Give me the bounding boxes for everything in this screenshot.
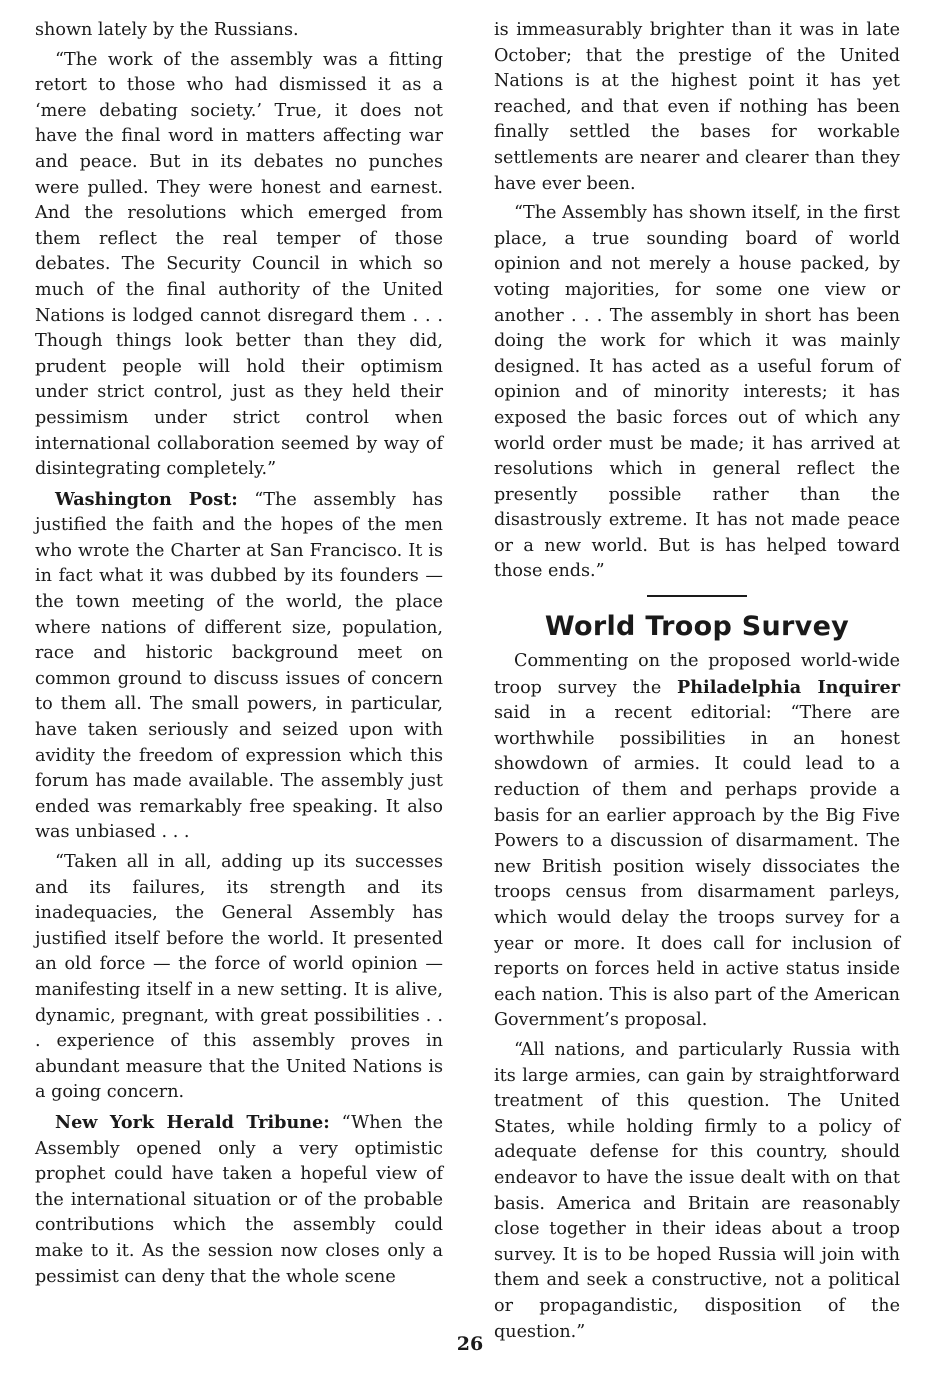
section-divider: [647, 595, 747, 597]
right-column: [494, 18, 900, 1349]
paragraph: “Taken all in all, adding up its successes and its failures, its strength and its inadequacies, the General Assembly has justified itself before the world. It presented an old force — the force of world opinion — manifesting itself in a new setting. It is alive, dynamic, pregnant, with great possibilities . . . experience of this assembly proves in abundant measure that the United Nations is a going concern.: [35, 852, 443, 1103]
paragraph: [35, 487, 443, 846]
left-column: [35, 18, 443, 1294]
paragraph-text: “The assembly has justified the faith and the hopes of the men who wrote the Charter at San Francisco. It is in fact what it was dubbed by its founders — the town meeting of the world, the place where nations of different size, population, race and historic background meet on common ground to discuss issues of concern to them all. The small powers, in particular, have taken seriously and seized upon with avidity the freedom of expression which this forum has made available. The assembly just ended was remarkably free speaking. It also was unbiased . . .: [35, 489, 443, 843]
paragraph-text: Commenting on the proposed world-wide troop survey the: [494, 651, 900, 698]
paragraph-text: said in a recent editorial: “There are worthwhile possibilities in an honest showdown of armies. It could lead to a reduction of them and perhaps provide a basis for an earlier approach by the Big Five Powers to a discussion of disarmament. The new British position wisely dissociates the troops census from disarmament parleys, which would delay the troops survey for a year or more. It does call for inclusion of reports on forces held in active status inside each nation. This is also part of the American Government’s proposal.: [494, 703, 900, 1031]
section-title: World Troop Survey: [544, 611, 850, 643]
source-name: Philadelphia Inquirer: [677, 676, 900, 698]
source-name: New York Herald Tribune:: [55, 1111, 330, 1133]
paragraph: shown lately by the Russians.: [35, 20, 299, 40]
paragraph: “All nations, and particularly Russia with its large armies, can gain by straightforward treatment of this question. The United States, while holding firmly to a policy of adequate defense for this country, should endeavor to have the issue dealt with on that basis. America and Britain are reasonably close together in their ideas about a troop survey. It is to be hoped Russia will join with them and seek a constructive, not a political or propagandistic, disposition of the question.”: [494, 1039, 900, 1342]
paragraph-text: “When the Assembly opened only a very optimistic prophet could have taken a hopeful view of the international situation or of the probable contributions which the assembly could make to it. As the session now closes only a pessimist can deny that the whole scene: [35, 1112, 443, 1287]
paragraph: “The Assembly has shown itself, in the first place, a true sounding board of world opinion and not merely a house packed, by voting majorities, for some one view or another . . . The assembly in short has been doing the work for which it was mainly designed. It has acted as a useful forum of opinion and of minority interests; it has exposed the basic forces out of which any world order must be made; it has arrived at resolutions which in general reflect the presently possible rather than the disastrously extreme. It has not made peace or a new world. But is has helped toward those ends.”: [494, 203, 900, 582]
paragraph: is immeasurably brighter than it was in late October; that the prestige of the United Nations is at the highest point it has yet reached, and that even if nothing has been finally settled the bases for workable settlements are nearer and clearer than they have ever been.: [494, 20, 900, 194]
source-name: Washington Post:: [55, 488, 238, 510]
paragraph: [35, 1110, 443, 1290]
paragraph: “The work of the assembly was a fitting retort to those who had dismissed it as a ‘mere debating society.’ True, it does not have the final word in matters affecting war and peace. But in its debates no punches were pulled. They were honest and earnest. And the resolutions which emerged from them reflect the real temper of those debates. The Security Council in which so much of the final authority of the United Nations is lodged cannot disregard them . . . Though things look better than they did, prudent people will hold their optimism under strict control, just as they held their pessimism under strict control when international collaboration seemed by way of disintegrating completely.”: [35, 49, 443, 480]
page-number: 26: [456, 1333, 484, 1355]
paragraph: [494, 649, 900, 1034]
